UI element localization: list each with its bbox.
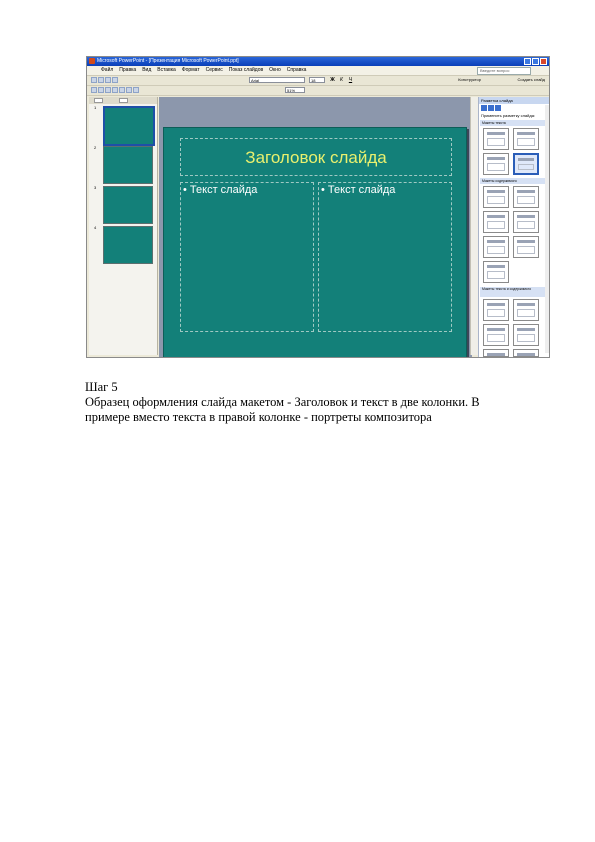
taskpane-scrollbar[interactable] <box>545 105 550 353</box>
undo-icon[interactable] <box>112 87 118 93</box>
layout-title-text[interactable] <box>483 153 509 175</box>
forward-icon[interactable] <box>488 105 494 111</box>
font-size-select[interactable]: 18 <box>309 77 325 83</box>
thumbnail-number: 3 <box>94 185 97 190</box>
section-content-layouts: Макеты содержимого <box>480 178 548 184</box>
powerpoint-screenshot <box>86 56 550 358</box>
layout-content-5[interactable] <box>513 236 539 258</box>
home-icon[interactable] <box>495 105 501 111</box>
taskpane-nav <box>481 105 501 111</box>
print-icon[interactable] <box>112 77 118 83</box>
window-titlebar <box>87 57 549 66</box>
caption-line-2: Образец оформления слайда макетом - Заголовок и текст в две колонки. В <box>85 395 480 409</box>
layout-text-content-2[interactable] <box>513 299 539 321</box>
layout-content-4[interactable] <box>483 236 509 258</box>
cut-icon[interactable] <box>91 87 97 93</box>
redo-icon[interactable] <box>119 87 125 93</box>
layout-content[interactable] <box>513 186 539 208</box>
powerpoint-icon <box>89 58 95 64</box>
apply-layout-label: Применить разметку слайда: <box>481 113 536 118</box>
paste-icon[interactable] <box>105 87 111 93</box>
vertical-scrollbar[interactable] <box>470 97 478 355</box>
bold-button[interactable]: Ж <box>330 77 335 83</box>
font-select[interactable]: Arial <box>249 77 305 83</box>
menu-format[interactable]: Формат <box>181 67 200 73</box>
standard-toolbar <box>87 86 549 96</box>
section-text-layouts: Макеты текста <box>480 120 548 126</box>
taskpane-title: Разметка слайда <box>479 97 550 104</box>
save-icon[interactable] <box>105 77 111 83</box>
new-slide-button[interactable]: Создать слайд <box>517 77 545 82</box>
window-title: Microsoft PowerPoint - [Презентация Microsoft PowerPoint.ppt] <box>97 58 239 64</box>
menu-insert[interactable]: Вставка <box>157 67 176 73</box>
layout-two-columns[interactable] <box>513 153 539 175</box>
left-text-placeholder[interactable] <box>180 182 314 332</box>
thumbnail-number: 2 <box>94 145 97 150</box>
menu-tools[interactable]: Сервис <box>205 67 223 73</box>
caption-line-3: примере вместо текста в правой колонке - портреты композитора <box>85 410 432 424</box>
table-icon[interactable] <box>133 87 139 93</box>
italic-button[interactable]: К <box>340 77 343 83</box>
right-bullet-text: • Текст слайда <box>321 184 396 196</box>
slide-thumbnail-2[interactable] <box>103 146 153 184</box>
menu-help[interactable]: Справка <box>286 67 307 73</box>
title-placeholder[interactable]: Заголовок слайда <box>180 138 452 176</box>
slide-thumbnail-3[interactable] <box>103 186 153 224</box>
layout-text-content-4[interactable] <box>513 324 539 346</box>
copy-icon[interactable] <box>98 87 104 93</box>
layout-title-slide[interactable] <box>483 128 509 150</box>
menu-bar <box>87 66 549 76</box>
tab-slides[interactable] <box>94 98 103 103</box>
right-text-placeholder[interactable] <box>318 182 452 332</box>
back-icon[interactable] <box>481 105 487 111</box>
new-icon[interactable] <box>91 77 97 83</box>
slide-thumbnail-1[interactable] <box>103 106 155 146</box>
constructor-button[interactable]: Конструктор <box>458 77 481 82</box>
close-button[interactable] <box>540 58 547 65</box>
menu-window[interactable]: Окно <box>269 67 281 73</box>
thumbnail-number: 4 <box>94 225 97 230</box>
layout-text-content-1[interactable] <box>483 299 509 321</box>
left-bullet-text: • Текст слайда <box>183 184 258 196</box>
caption-step: Шаг 5 <box>85 380 118 394</box>
formatting-toolbar <box>87 76 549 86</box>
chart-icon[interactable] <box>126 87 132 93</box>
layout-text-content-3[interactable] <box>483 324 509 346</box>
menu-view[interactable]: Вид <box>142 67 152 73</box>
menu-edit[interactable]: Правка <box>119 67 137 73</box>
slide-thumbnail-4[interactable] <box>103 226 153 264</box>
toolbar-icons <box>91 77 118 83</box>
layout-blank[interactable] <box>483 186 509 208</box>
section-text-content-layouts: Макеты текста и содержимого <box>480 287 548 297</box>
menu-slideshow[interactable]: Показ слайдов <box>228 67 264 73</box>
maximize-button[interactable] <box>532 58 539 65</box>
standard-toolbar-icons <box>91 87 139 93</box>
current-slide <box>163 127 467 358</box>
thumbnail-number: 1 <box>94 105 97 110</box>
help-search-input[interactable]: Введите вопрос <box>477 67 531 75</box>
underline-button[interactable]: Ч <box>348 77 353 83</box>
zoom-select[interactable]: 51% <box>285 87 305 93</box>
caption <box>85 380 555 425</box>
layout-text-content-6[interactable] <box>513 349 539 357</box>
minimize-button[interactable] <box>524 58 531 65</box>
layout-content-6[interactable] <box>483 261 509 283</box>
tab-outline[interactable] <box>119 98 128 103</box>
layout-title-only[interactable] <box>513 128 539 150</box>
layout-text-content-5[interactable] <box>483 349 509 357</box>
layout-content-3[interactable] <box>513 211 539 233</box>
slide-layout-taskpane <box>478 97 550 357</box>
slide-thumbnail-pane <box>89 97 158 355</box>
open-icon[interactable] <box>98 77 104 83</box>
layout-content-2[interactable] <box>483 211 509 233</box>
menu-file[interactable]: Файл <box>101 67 114 73</box>
thumbnail-tabs <box>89 97 157 104</box>
